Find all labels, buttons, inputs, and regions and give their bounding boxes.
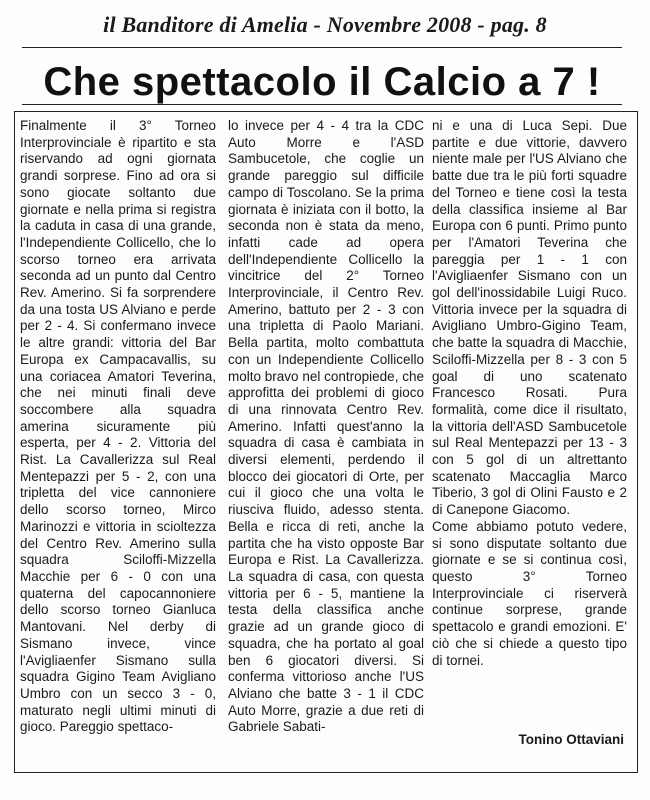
column-3-text: ni e una di Luca Sepi. Due partite e due vittorie, davvero niente male per l'US Alviano che batte due tra le più forti squadre del Torneo e tiene così la testa della classifica insieme al Bar Europa con 6 punti. Primo punto per l'Amatori Teverina che pareggia per 1 - 1 con l'Avigliaenfer Sismano con un gol dell'inossidabile Luigi Ruco. Vittoria invece per la squadra di Avigliano Umbro-Gigino Team, che batte la squadra di Macchie, Sciloffi-Mizzella per 8 - 3 con 5 goal di uno scatenato Francesco Rosati. Pura formalità, come dice il risultato, la vittoria dell'ASD Sambucetole sul Real Mentepazzi per 13 - 3 con 5 gol di un altrettanto scatenato Maccaglia Marco Tiberio, 3 gol di Olini Fausto e 2 di Canepone Giacomo.: [432, 118, 627, 518]
column-2-text: lo invece per 4 - 4 tra la CDC Auto Morre e l'ASD Sambucetole, che coglie un grande pareggio sul difficile campo di Toscolano. Se la prima giornata è iniziata con il botto, la seconda non è stata da meno, infatti cade ad opera dell'Independiente Collicello la vincitrice del 2° Torneo Interprovinciale, il Centro Rev. Amerino, battuto per 2 - 3 con una tripletta di Paolo Mariani. Bella partita, molto combattuta con un Independiente Collicello molto bravo nel contropiede, che approfitta dei problemi di gioco di una rinnovata Centro Rev. Amerino. Infatti quest'anno la squadra di casa è cambiata in diversi elementi, perdendo il blocco dei giocatori di Orte, per cui il gioco che una volta le riusciva fluido, adesso stenta. Bella e ricca di reti, anche la partita che ha visto opposte Bar Europa e Rist. La Cavallerizza. La squadra di casa, con questa vittoria per 6 - 5, mantiene la testa della classifica anche grazie ad un grande gioco di squadra, che ha portato al goal ben 6 giocatori diversi. Si conferma vittorioso anche l'US Alviano che batte 3 - 1 il CDC Auto Morre, grazie a due reti di Gabriele Sabati-: [228, 118, 424, 735]
article-column-1: [20, 118, 216, 736]
article-column-3: [432, 118, 627, 669]
column-1-text: Finalmente il 3° Torneo Interprovinciale è ripartito e sta riservando ad ogni giornata grandi sorprese. Fino ad ora si sono giocate soltanto due giornate e nella prima si registra la caduta in casa di una grande, l'Independiente Collicello, che lo scorso torneo era arrivata seconda ad un punto dal Centro Rev. Amerino. Si fa sorprendere da una tosta US Alviano e perde per 2 - 4. Si confermano invece le altre grandi: vittoria del Bar Europa ex Campacavallis, su una coriacea Amatori Teverina, che nei minuti finali deve soccombere alla squadra amerina sicuramente più esperta, per 4 - 2. Vittoria del Rist. La Cavallerizza sul Real Mentepazzi per 5 - 2, con una tripletta del vice cannoniere dello scorso torneo, Mirco Marinozzi e vittoria in scioltezza del Centro Rev. Amerino sulla squadra Sciloffi-Mizzella Macchie per 6 - 0 con una quaterna del capocannoniere dello scorso torneo Gianluca Mantovani. Nel derby di Sismano invece, vince l'Avigliaenfer Sismano sulla squadra Gigino Team Avigliano Umbro con un secco 3 - 0, maturato negli ultimi minuti di gioco. Pareggio spettaco-: [20, 118, 216, 735]
article-column-2: [228, 118, 424, 736]
header-rule-top: [22, 47, 622, 48]
article-author: Tonino Ottaviani: [518, 732, 624, 747]
article-headline: Che spettacolo il Calcio a 7 !: [43, 60, 601, 104]
newspaper-header: il Banditore di Amelia - Novembre 2008 - pag. 8: [103, 12, 547, 37]
column-3-text-closing: Come abbiamo potuto vedere, si sono disputate soltanto due giornate e se si continua così, questo 3° Torneo Interprovinciale ci riserverà continue sorprese, grande spettacolo e grandi emozioni. E' ciò che si chiede a questo tipo di tornei.: [432, 518, 627, 668]
